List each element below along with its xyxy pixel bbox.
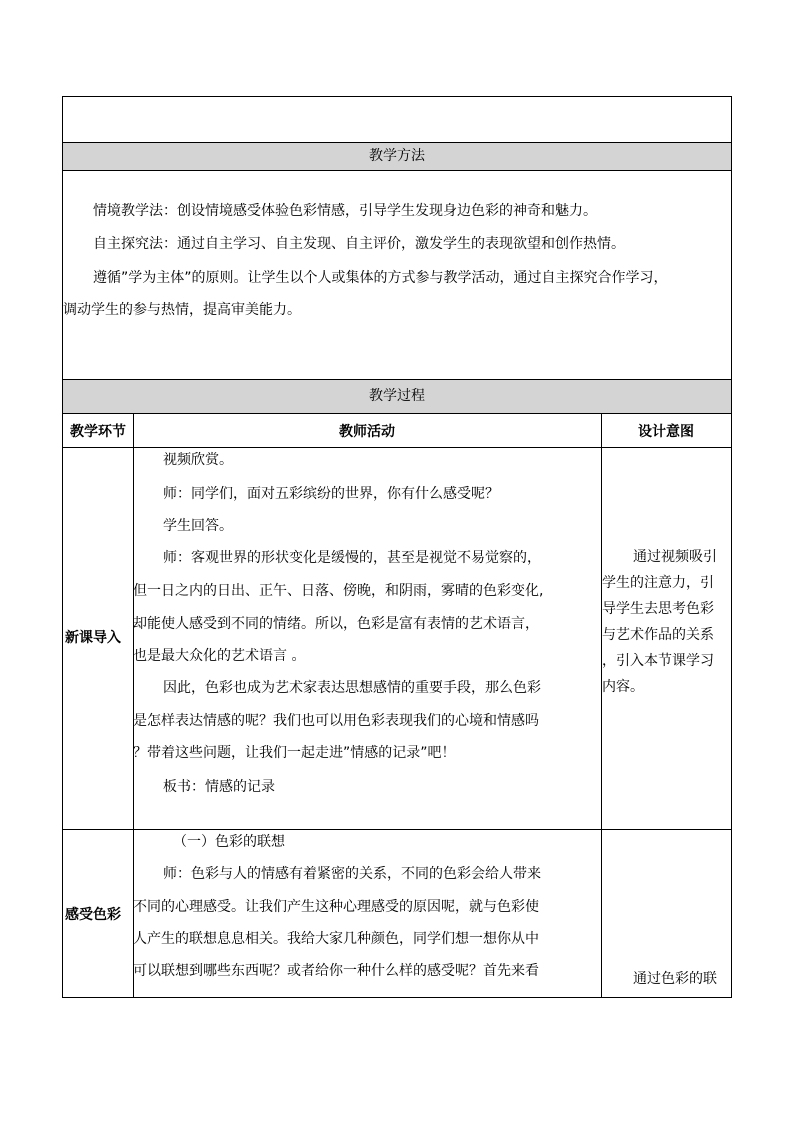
method-line-3: 遵循”学为主体”的原则。让学生以个人或集体的方式参与教学活动，通过自主探究合作学习， [93, 270, 668, 286]
section-title-process: 教学过程 [63, 380, 731, 413]
rule [63, 447, 731, 448]
column-header-stage: 教学环节 [70, 424, 126, 440]
method-line-1: 情境教学法：创设情境感受体验色彩情感，引导学生发现身边色彩的神奇和魅力。 [93, 203, 597, 219]
section-title-methods: 教学方法 [63, 143, 731, 170]
activity-line: 师：客观世界的形状变化是缓慢的，甚至是视觉不易觉察的， [163, 550, 541, 566]
activity-line: 板书：情感的记录 [163, 779, 275, 795]
activity-line: 学生回答。 [163, 518, 233, 534]
activity-line: 师：同学们，面对五彩缤纷的世界，你有什么感受呢？ [163, 486, 499, 502]
activity-line: 因此，色彩也成为艺术家表达思想感情的重要手段，那么色彩 [163, 680, 541, 696]
intent-line: 与艺术作品的关系 [602, 627, 714, 643]
activity-line: 但一日之内的日出、正午、日落、傍晚，和阴雨，雾晴的色彩变化, [133, 583, 544, 599]
column-header-activity: 教师活动 [339, 424, 395, 440]
lesson-plan-table [62, 96, 732, 998]
rule [63, 170, 731, 171]
intent-line: 内容。 [602, 679, 644, 695]
activity-line: 可以联想到哪些东西呢？或者给你一种什么样的感受呢？首先来看 [133, 963, 539, 979]
activity-line: ？带着这些问题，让我们一起走进”情感的记录”吧！ [133, 745, 456, 761]
rule [63, 413, 731, 414]
activity-line: 也是最大众化的艺术语言 。 [133, 648, 306, 664]
stage-label-feel-color: 感受色彩 [65, 907, 121, 923]
method-line-4: 调动学生的参与热情，提高审美能力。 [63, 302, 301, 318]
method-line-2: 自主探究法：通过自主学习、自主发现、自主评价，激发学生的表现欲望和创作热情。 [93, 236, 625, 252]
activity-line: 人产生的联想息息相关。我给大家几种颜色，同学们想一想你从中 [133, 931, 539, 947]
activity-line: 视频欣赏。 [163, 452, 233, 468]
intent-line: ，引入本节课学习 [602, 653, 714, 669]
intent-line: 学生的注意力，引 [602, 575, 714, 591]
intent-line: 导学生去思考色彩 [602, 601, 714, 617]
activity-line: 却能使人感受到不同的情绪。所以，色彩是富有表情的艺术语言， [133, 616, 539, 632]
stage-label-intro: 新课导入 [65, 630, 121, 646]
intent-line: 通过色彩的联 [633, 971, 717, 987]
activity-line: （一）色彩的联想 [173, 834, 285, 850]
column-header-intent: 设计意图 [638, 424, 694, 440]
activity-line: 师：色彩与人的情感有着紧密的关系，不同的色彩会给人带来 [163, 866, 541, 882]
activity-line: 不同的心理感受。让我们产生这种心理感受的原因呢，就与色彩使 [133, 899, 539, 915]
intent-line: 通过视频吸引 [633, 549, 717, 565]
column-divider [601, 413, 602, 997]
activity-line: 是怎样表达情感的呢？我们也可以用色彩表现我们的心境和情感吗 [133, 713, 539, 729]
rule [63, 829, 731, 830]
